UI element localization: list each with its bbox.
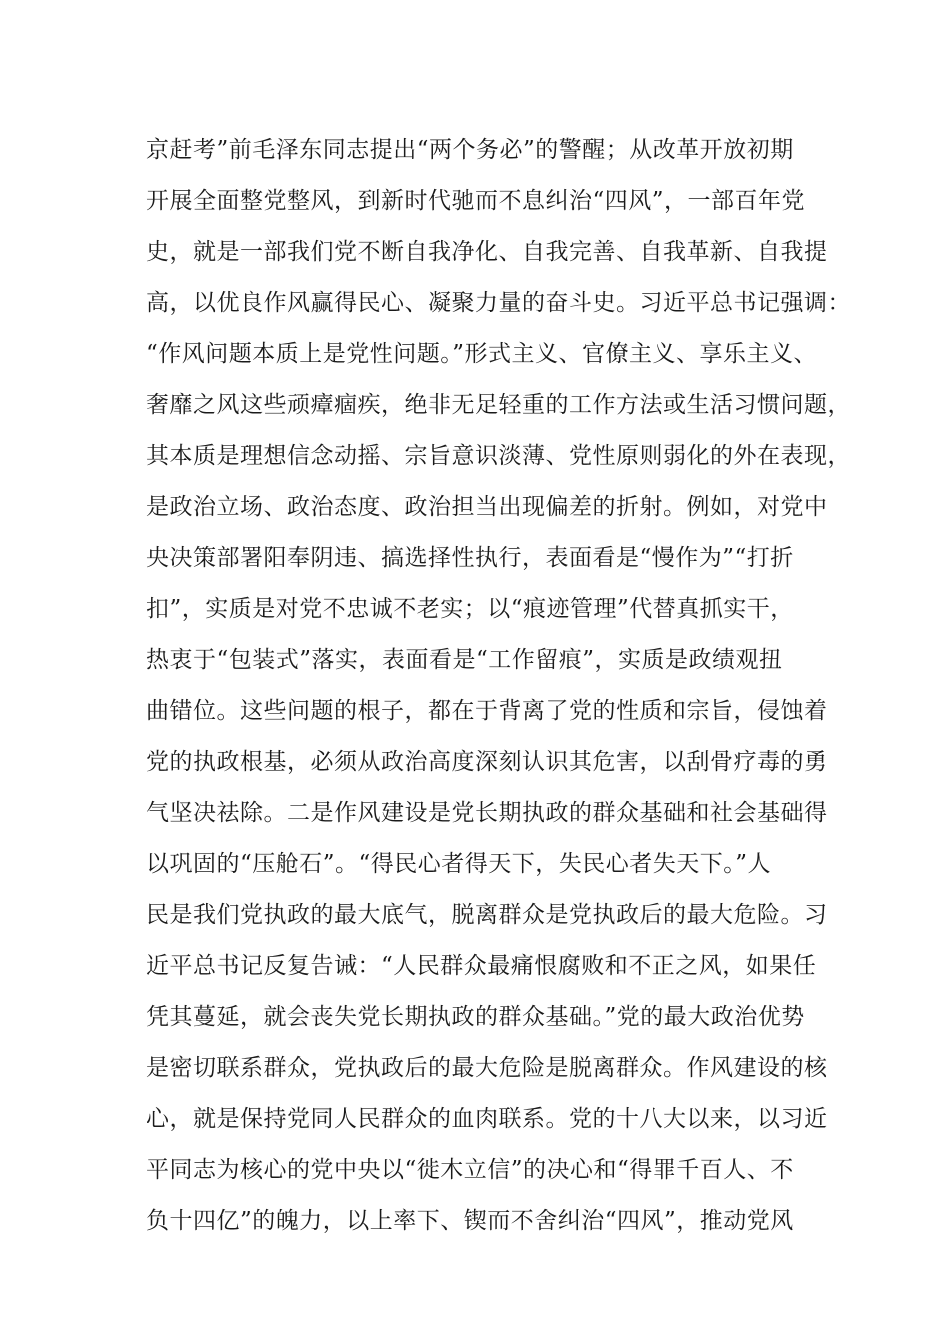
text-line: 曲错位。这些问题的根子，都在于背离了党的性质和宗旨，侵蚀着 bbox=[146, 698, 828, 724]
text-line: 是密切联系群众，党执政后的最大危险是脱离群众。作风建设的核 bbox=[146, 1055, 828, 1081]
text-line: 以巩固的“压舱石”。“得民心者得天下，失民心者失天下。”人 bbox=[146, 851, 772, 877]
text-line: 气坚决祛除。二是作风建设是党长期执政的群众基础和社会基础得 bbox=[146, 800, 828, 826]
text-line: 是政治立场、政治态度、政治担当出现偏差的折射。例如，对党中 bbox=[146, 494, 828, 520]
text-line: 凭其蔓延，就会丧失党长期执政的群众基础。”党的最大政治优势 bbox=[146, 1004, 805, 1030]
text-line: 心，就是保持党同人民群众的血肉联系。党的十八大以来，以习近 bbox=[146, 1106, 828, 1132]
text-line: 热衷于“包装式”落实，表面看是“工作留痕”，实质是政绩观扭 bbox=[146, 647, 783, 673]
text-line: 近平总书记反复告诫：“人民群众最痛恨腐败和不正之风，如果任 bbox=[146, 953, 817, 979]
text-line: 开展全面整党整风，到新时代驰而不息纠治“四风”，一部百年党 bbox=[146, 188, 806, 214]
text-line: 高，以优良作风赢得民心、凝聚力量的奋斗史。习近平总书记强调： bbox=[146, 290, 851, 316]
text-line: 其本质是理想信念动摇、宗旨意识淡薄、党性原则弱化的外在表现， bbox=[146, 443, 851, 469]
text-line: 民是我们党执政的最大底气，脱离群众是党执政后的最大危险。习 bbox=[146, 902, 828, 928]
text-line: 央决策部署阳奉阴违、搞选择性执行，表面看是“慢作为”“打折 bbox=[146, 545, 794, 571]
text-line: 平同志为核心的党中央以“徙木立信”的决心和“得罪千百人、不 bbox=[146, 1157, 794, 1183]
text-line: 京赶考”前毛泽东同志提出“两个务必”的警醒；从改革开放初期 bbox=[146, 137, 794, 163]
text-line: 党的执政根基，必须从政治高度深刻认识其危害，以刮骨疗毒的勇 bbox=[146, 749, 828, 775]
text-line: 负十四亿”的魄力，以上率下、锲而不舍纠治“四风”，推动党风 bbox=[146, 1208, 794, 1234]
text-line: 史，就是一部我们党不断自我净化、自我完善、自我革新、自我提 bbox=[146, 239, 828, 265]
text-line: 奢靡之风这些顽瘴痼疾，绝非无足轻重的工作方法或生活习惯问题， bbox=[146, 392, 851, 418]
text-line: “作风问题本质上是党性问题。”形式主义、官僚主义、享乐主义、 bbox=[146, 341, 818, 367]
text-line: 扣”，实质是对党不忠诚不老实；以“痕迹管理”代替真抓实干， bbox=[146, 596, 794, 622]
